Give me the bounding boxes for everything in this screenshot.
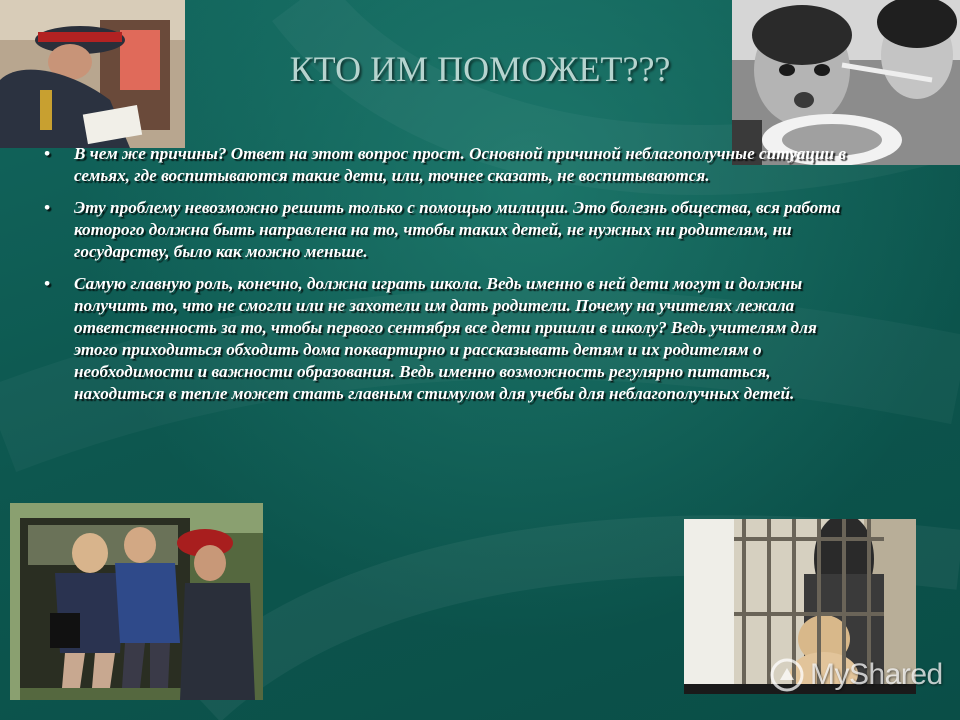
bullet: • xyxy=(44,198,51,217)
photo-police-officer-desk xyxy=(0,0,185,148)
photo-police-van xyxy=(10,503,263,700)
paragraph-text: Самую главную роль, конечно, должна играть школа. Ведь именно в ней дети могут и должны получить то, что не смогли или не захотели им дать родители. Почему на учителях лежала ответственность за то, чтобы первого сентября все дети пришли в школу? Ведь учителям для этого приходиться обходить дома поквартирно и рассказывать детям и их родителям о необходимости и важности образования. Ведь именно возможность регулярно питаться, находиться в тепле может стать главным стимулом для учебы для неблагополучных детей. xyxy=(74,274,817,403)
watermark xyxy=(770,655,943,695)
myshared-logo-icon xyxy=(770,658,804,692)
list-item xyxy=(44,143,854,187)
body-text-list xyxy=(44,143,854,415)
bullet: • xyxy=(44,144,51,163)
bullet: • xyxy=(44,274,51,293)
list-item xyxy=(44,197,854,263)
slide-title: КТО ИМ ПОМОЖЕТ??? xyxy=(289,49,671,89)
list-item xyxy=(44,273,854,405)
photo-children-eating xyxy=(732,0,960,165)
paragraph-text: В чем же причины? Ответ на этот вопрос прост. Основной причиной неблагополучные ситуации в семьях, где воспитываются такие дети, или, точнее сказать, не воспитываются. xyxy=(74,144,847,185)
paragraph-text: Эту проблему невозможно решить только с помощью милиции. Это болезнь общества, вся работа которого должна быть направлена на то, чтобы таких детей, не нужных ни родителям, ни государству, было как можно меньше. xyxy=(74,198,841,261)
watermark-text: MyShared xyxy=(810,658,943,691)
